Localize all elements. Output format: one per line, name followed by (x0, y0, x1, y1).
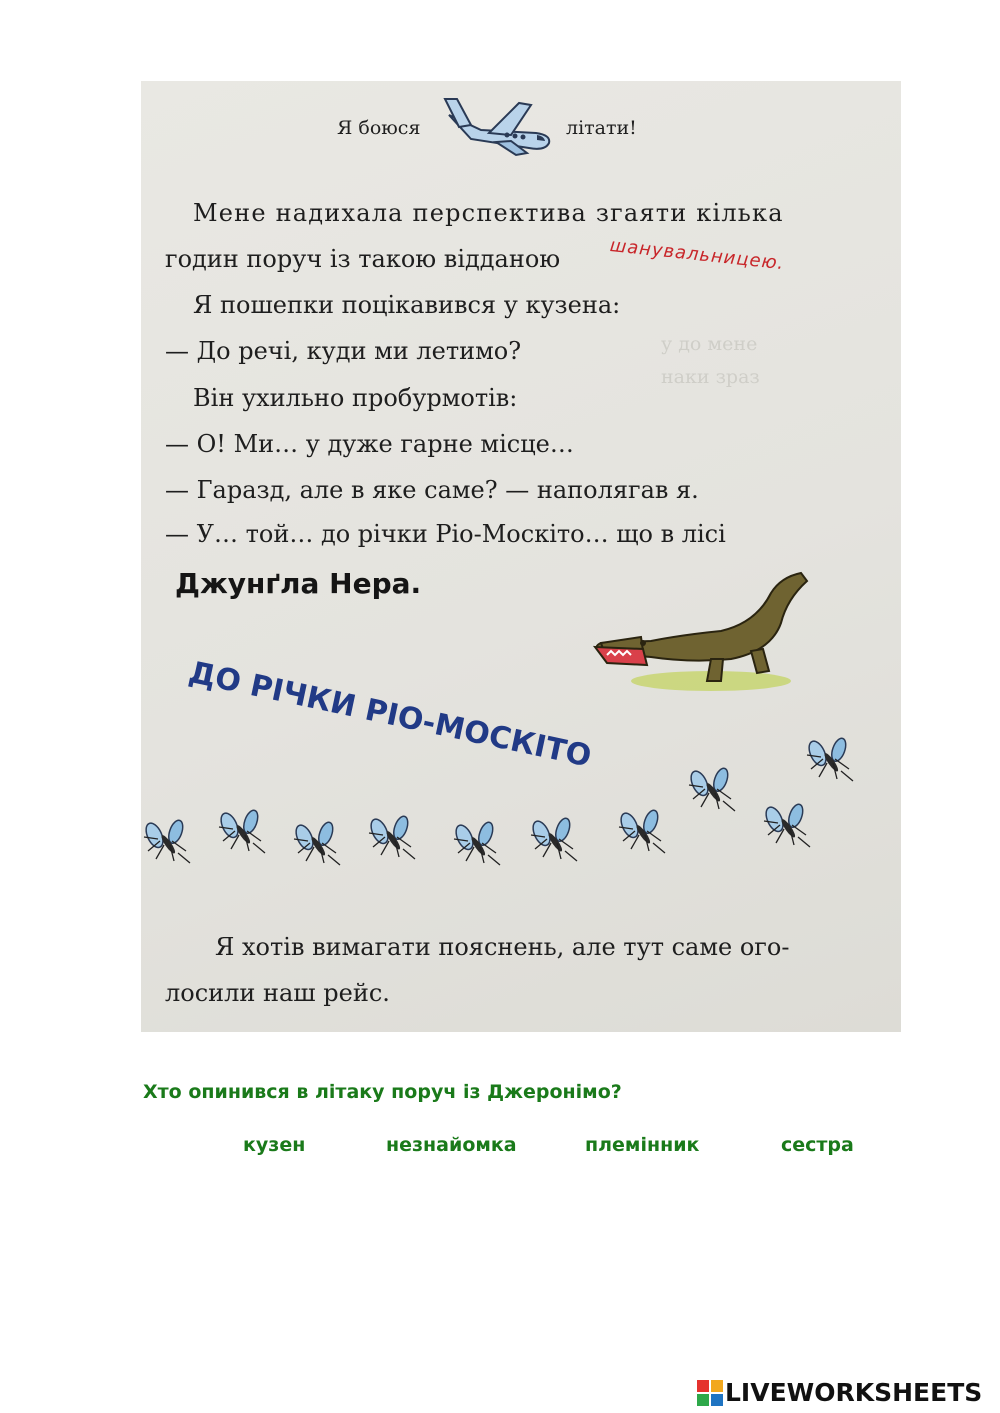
mosquito-icon (368, 814, 415, 859)
quiz-question: Хто опинився в літаку поруч із Джеронімо? (143, 1081, 622, 1103)
mosquito-icon (688, 766, 735, 811)
river-title: ДО РІЧКИ РІО-МОСКІТО (185, 655, 595, 775)
mosquito-icon (806, 736, 853, 781)
mosquito-swarm (141, 731, 901, 881)
airplane-icon (441, 95, 556, 157)
mosquito-icon (293, 820, 340, 865)
crocodile-icon (581, 563, 811, 703)
story-final-line-2: лосили наш рейс. (165, 979, 390, 1007)
story-line-7: — Гаразд, але в яке саме? — наполягав я. (165, 476, 699, 504)
story-line-4: — До речі, куди ми летимо? (165, 337, 522, 365)
quiz-option-nephew[interactable]: племінник (585, 1134, 700, 1156)
story-final-line-1: Я хотів вимагати пояснень, але тут саме ого- (215, 933, 790, 961)
jungle-label: Джунґла Нера. (175, 567, 422, 600)
mosquito-icon (763, 802, 810, 847)
story-line-1: Мене надихала перспектива згаяти кілька (193, 199, 784, 227)
book-page-photo (141, 81, 901, 1032)
mosquito-icon (530, 816, 577, 861)
quiz-option-sister[interactable]: сестра (781, 1134, 854, 1156)
logo-icon (697, 1380, 723, 1406)
page-header-left: Я боюся (337, 117, 421, 139)
quiz-option-cousin[interactable]: кузен (243, 1134, 306, 1156)
colored-word: шанувальницею. (608, 235, 786, 275)
story-line-2: годин поруч із такою відданою (165, 245, 561, 273)
brand-name: LIVEWORKSHEETS (725, 1378, 983, 1407)
mosquito-icon (618, 808, 665, 853)
quiz-option-stranger[interactable]: незнайомка (386, 1134, 517, 1156)
mosquito-icon (218, 808, 265, 853)
show-through-text: наки зраз (661, 366, 760, 388)
page-header-right: літати! (566, 117, 637, 139)
story-line-6: — О! Ми… у дуже гарне місце… (165, 430, 574, 458)
story-line-8: — У… той… до річки Ріо-Москіто… що в лісі (165, 520, 726, 548)
liveworksheets-logo (697, 1378, 982, 1407)
mosquito-icon (143, 818, 190, 863)
story-line-5: Він ухильно пробурмотів: (193, 384, 518, 412)
show-through-text: у до мене (661, 333, 758, 355)
mosquito-icon (453, 820, 500, 865)
story-line-3: Я пошепки поцікавився у кузена: (193, 291, 621, 319)
